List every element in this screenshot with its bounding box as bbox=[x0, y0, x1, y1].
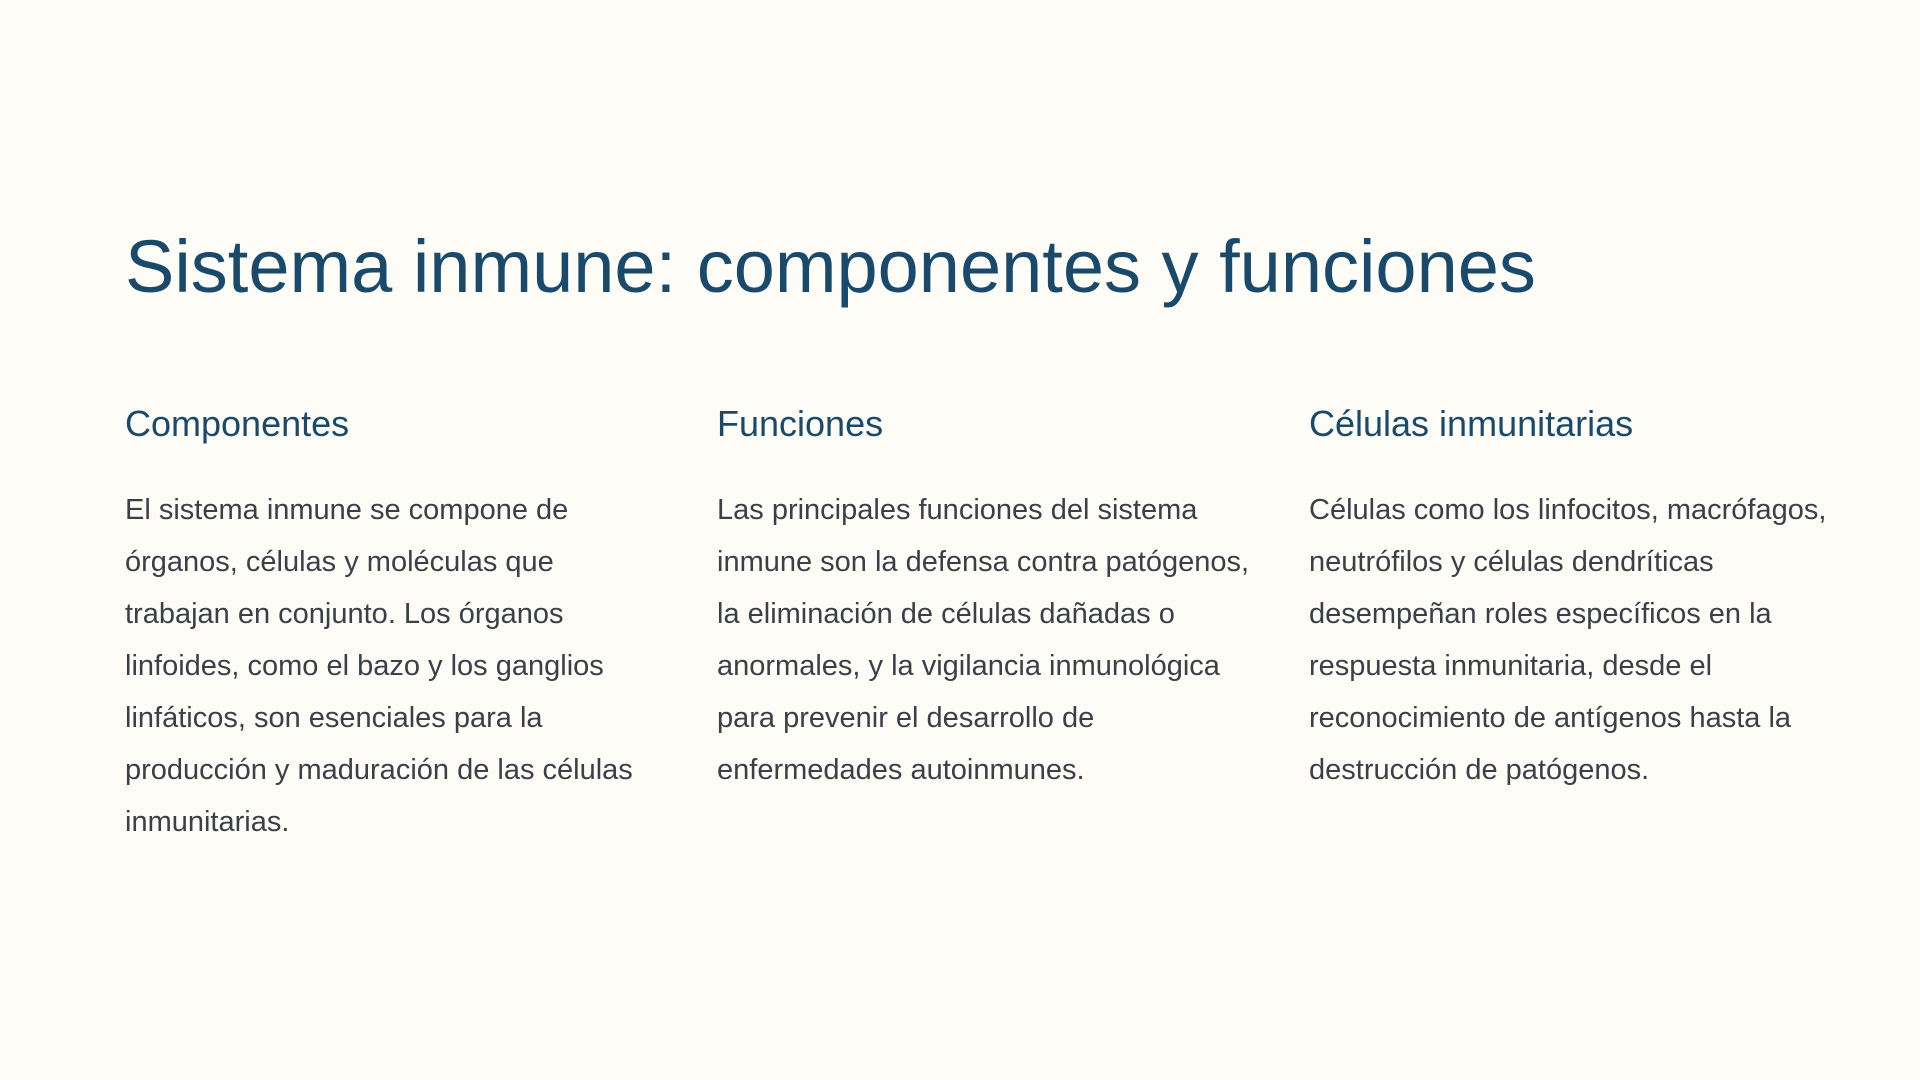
column-heading: Células inmunitarias bbox=[1309, 403, 1634, 444]
column-body: Células como los linfocitos, macrófagos, neutrófilos y células dendríticas desempeñan roles específicos en la respuesta inmunitaria, desde el reconocimiento de antígenos hasta la destrucción de patógenos. bbox=[1309, 494, 1827, 786]
column-body: El sistema inmune se compone de órganos, células y moléculas que trabajan en conjunto. Los órganos linfoides, como el bazo y los ganglios linfáticos, son esenciales para la producción y maduración de las células inmunitarias. bbox=[125, 494, 633, 838]
column-funciones bbox=[717, 398, 1257, 796]
column-componentes bbox=[125, 398, 665, 848]
slide-title: Sistema inmune: componentes y funciones bbox=[125, 225, 1536, 308]
column-heading: Componentes bbox=[125, 403, 350, 444]
column-heading: Funciones bbox=[717, 403, 884, 444]
column-body: Las principales funciones del sistema inmune son la defensa contra patógenos, la eliminación de células dañadas o anormales, y la vigilancia inmunológica para prevenir el desarrollo de enfermedades autoinmunes. bbox=[717, 494, 1250, 786]
column-celulas-inmunitarias bbox=[1309, 398, 1849, 796]
